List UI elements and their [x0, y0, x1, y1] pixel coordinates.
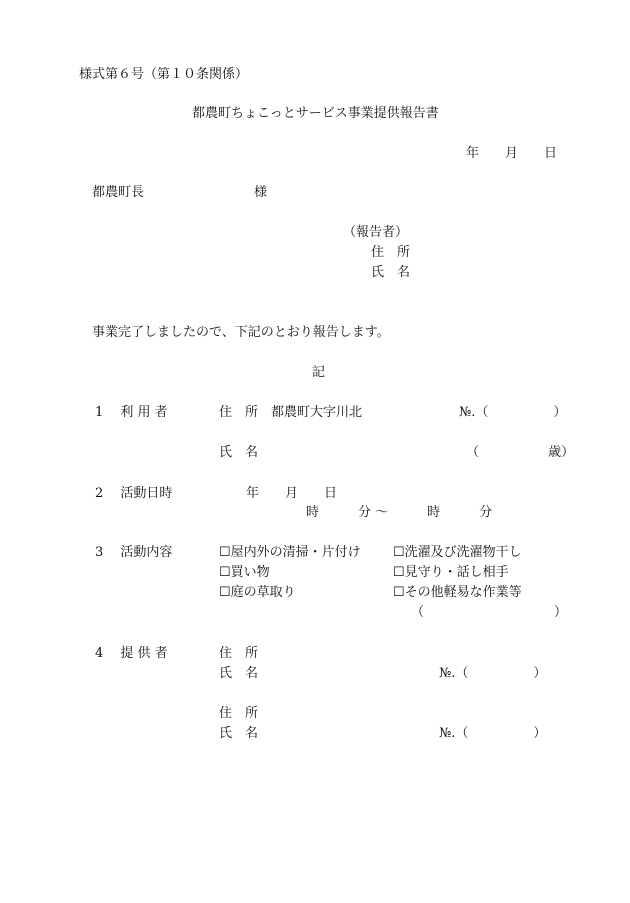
section-datetime-label: 2 活動日時	[95, 486, 173, 501]
user-address-label: 住 所	[219, 405, 259, 420]
user-address-value: 都農町大字川北	[271, 405, 363, 420]
content-other-paren: （ ）	[411, 605, 568, 620]
user-name-label: 氏 名	[219, 445, 259, 460]
provider-2-name-label: 氏 名	[219, 726, 259, 741]
datetime-time: 時 分 〜 時 分	[306, 505, 493, 520]
content-option-other[interactable]: ☐その他軽易な作業等	[393, 585, 522, 600]
date-line: 年 月 日	[466, 146, 558, 161]
reporter-heading: （報告者）	[343, 225, 409, 240]
ki-heading: 記	[312, 365, 326, 380]
section-user-label: 1 利 用 者	[95, 405, 168, 420]
form-number: 様式第６号（第１０条関係）	[79, 67, 249, 82]
provider-1-name-label: 氏 名	[219, 666, 259, 681]
provider-2-address-label: 住 所	[219, 706, 259, 721]
section-provider-label: 4 提 供 者	[95, 646, 168, 661]
content-option-cleaning[interactable]: ☐屋内外の清掃・片付け	[219, 545, 361, 560]
user-age-field: （ 歳）	[466, 445, 575, 460]
content-option-watching[interactable]: ☐見守り・話し相手	[393, 565, 509, 580]
provider-1-no-field: №.（ ）	[439, 666, 547, 681]
document-title: 都農町ちょこっとサービス事業提供報告書	[192, 106, 439, 121]
reporter-address-label: 住 所	[371, 245, 411, 260]
provider-2-no-field: №.（ ）	[439, 726, 547, 741]
content-option-shopping[interactable]: ☐買い物	[219, 565, 270, 580]
content-option-laundry[interactable]: ☐洗濯及び洗濯物干し	[393, 545, 522, 560]
user-no-field: №.（ ）	[459, 405, 567, 420]
provider-1-address-label: 住 所	[219, 646, 259, 661]
datetime-date: 年 月 日	[246, 486, 338, 501]
section-content-label: 3 活動内容	[95, 545, 173, 560]
content-option-weeding[interactable]: ☐庭の草取り	[219, 585, 296, 600]
addressee-honorific: 様	[254, 185, 268, 200]
reporter-name-label: 氏 名	[371, 265, 411, 280]
addressee-name: 都農町長	[92, 185, 145, 200]
statement: 事業完了しましたので、下記のとおり報告します。	[92, 325, 390, 340]
